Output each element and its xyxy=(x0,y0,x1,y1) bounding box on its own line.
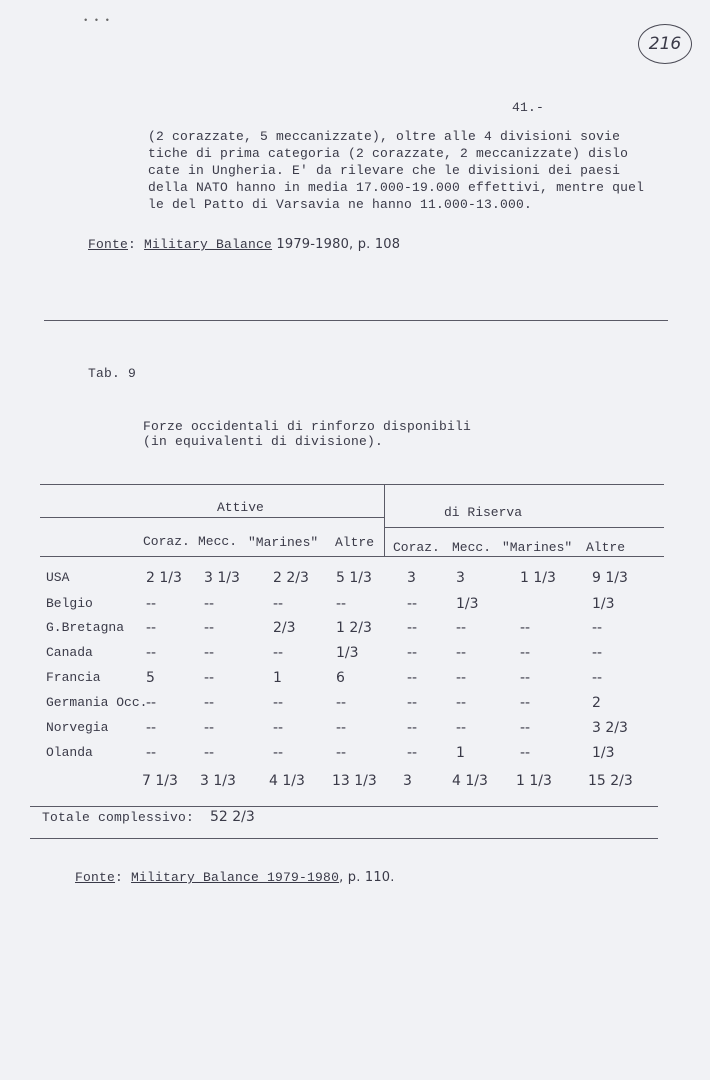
value-cell: -- xyxy=(336,745,347,761)
value-cell: -- xyxy=(592,645,603,661)
value-cell: -- xyxy=(456,645,467,661)
value-cell: -- xyxy=(273,596,284,612)
paragraph-line: le del Patto di Varsavia ne hanno 11.000-13.000. xyxy=(148,197,533,212)
table-title-line: Forze occidentali di rinforzo disponibili xyxy=(143,419,472,434)
total-cell: 1 1/3 xyxy=(516,773,552,789)
value-cell: -- xyxy=(336,720,347,736)
value-cell: -- xyxy=(336,596,347,612)
grand-total-value: 52 2/3 xyxy=(210,809,255,825)
col-header: Coraz. xyxy=(143,534,190,549)
value-cell: 1/3 xyxy=(336,645,359,661)
header-active: Attive xyxy=(217,500,264,515)
value-cell: 1 1/3 xyxy=(520,570,556,586)
value-cell: 1/3 xyxy=(456,596,479,612)
value-cell: 2/3 xyxy=(273,620,296,636)
header-bottom-rule xyxy=(40,556,664,557)
value-cell: 2 2/3 xyxy=(273,570,309,586)
value-cell: -- xyxy=(407,695,418,711)
col-header: Mecc. xyxy=(198,534,238,549)
value-cell: -- xyxy=(456,620,467,636)
source-rest: 1979-1980, p. 108 xyxy=(272,237,401,252)
value-cell: -- xyxy=(520,745,531,761)
total-cell: 7 1/3 xyxy=(142,773,178,789)
col-header: Altre xyxy=(586,540,626,555)
country-cell: G.Bretagna xyxy=(46,620,125,635)
value-cell: 3 xyxy=(456,570,465,586)
value-cell: -- xyxy=(204,596,215,612)
value-cell: -- xyxy=(520,620,531,636)
paragraph-line: cate in Ungheria. E' da rilevare che le divisioni dei paesi xyxy=(148,163,621,178)
source-title: Military Balance 1979-1980 xyxy=(131,870,340,885)
value-cell: -- xyxy=(273,745,284,761)
country-cell: Olanda xyxy=(46,745,93,760)
value-cell: -- xyxy=(146,645,157,661)
value-cell: -- xyxy=(456,695,467,711)
total-cell: 4 1/3 xyxy=(452,773,488,789)
value-cell: 1 xyxy=(456,745,465,761)
value-cell: -- xyxy=(592,620,603,636)
top-dots: • • • xyxy=(83,16,111,26)
col-header: Mecc. xyxy=(452,540,492,555)
total-cell: 13 1/3 xyxy=(332,773,377,789)
value-cell: 3 2/3 xyxy=(592,720,628,736)
value-cell: -- xyxy=(592,670,603,686)
value-cell: -- xyxy=(456,720,467,736)
value-cell: -- xyxy=(520,645,531,661)
value-cell: -- xyxy=(520,695,531,711)
value-cell: -- xyxy=(204,720,215,736)
value-cell: -- xyxy=(407,720,418,736)
col-header: Coraz. xyxy=(393,540,440,555)
value-cell: -- xyxy=(204,670,215,686)
value-cell: -- xyxy=(146,695,157,711)
table-top-rule xyxy=(40,484,664,485)
value-cell: 1/3 xyxy=(592,745,615,761)
reserve-subheader-rule xyxy=(384,527,664,528)
section-divider xyxy=(44,320,668,321)
source-label: Fonte xyxy=(75,870,116,885)
value-cell: -- xyxy=(146,745,157,761)
table-label: Tab. 9 xyxy=(88,366,137,381)
value-cell: 1/3 xyxy=(592,596,615,612)
paragraph-line: tiche di prima categoria (2 corazzate, 2 meccanizzate) dislo xyxy=(148,146,629,161)
total-cell: 3 xyxy=(403,773,412,789)
value-cell: 1 2/3 xyxy=(336,620,372,636)
value-cell: 1 xyxy=(273,670,282,686)
paragraph-line: della NATO hanno in media 17.000-19.000 effettivi, mentre quel xyxy=(148,180,645,195)
value-cell: -- xyxy=(204,745,215,761)
total-cell: 4 1/3 xyxy=(269,773,305,789)
source-note-2: Fonte: Military Balance 1979-1980, p. 110. xyxy=(75,870,395,885)
source-title: Military Balance xyxy=(144,237,273,252)
page-number: 41.- xyxy=(512,100,545,115)
totals-rule xyxy=(30,806,658,807)
col-header: "Marines" xyxy=(502,540,573,555)
value-cell: -- xyxy=(146,720,157,736)
value-cell: -- xyxy=(407,745,418,761)
page-stamp: 216 xyxy=(638,24,692,64)
col-header: "Marines" xyxy=(248,535,319,550)
value-cell: 2 xyxy=(592,695,601,711)
total-cell: 15 2/3 xyxy=(588,773,633,789)
source-note-1: Fonte: Military Balance 1979-1980, p. 108 xyxy=(88,237,401,252)
table-bottom-rule xyxy=(30,838,658,839)
value-cell: -- xyxy=(204,620,215,636)
country-cell: Norvegia xyxy=(46,720,109,735)
country-cell: Canada xyxy=(46,645,93,660)
country-cell: Germania Occ. xyxy=(46,695,148,710)
value-cell: -- xyxy=(407,670,418,686)
country-cell: USA xyxy=(46,570,70,585)
value-cell: 5 xyxy=(146,670,155,686)
value-cell: -- xyxy=(336,695,347,711)
active-subheader-rule xyxy=(40,517,384,518)
country-cell: Belgio xyxy=(46,596,93,611)
value-cell: -- xyxy=(273,645,284,661)
value-cell: -- xyxy=(407,596,418,612)
table-title-line: (in equivalenti di divisione). xyxy=(143,434,384,449)
value-cell: 5 1/3 xyxy=(336,570,372,586)
value-cell: -- xyxy=(407,645,418,661)
col-header: Altre xyxy=(335,535,375,550)
country-cell: Francia xyxy=(46,670,101,685)
value-cell: 6 xyxy=(336,670,345,686)
value-cell: -- xyxy=(456,670,467,686)
total-cell: 3 1/3 xyxy=(200,773,236,789)
value-cell: -- xyxy=(520,720,531,736)
value-cell: -- xyxy=(146,620,157,636)
value-cell: 3 1/3 xyxy=(204,570,240,586)
value-cell: -- xyxy=(146,596,157,612)
value-cell: 9 1/3 xyxy=(592,570,628,586)
group-divider xyxy=(384,484,385,556)
value-cell: -- xyxy=(273,720,284,736)
value-cell: -- xyxy=(520,670,531,686)
header-reserve: di Riserva xyxy=(444,505,523,520)
value-cell: -- xyxy=(407,620,418,636)
value-cell: -- xyxy=(204,645,215,661)
source-label: Fonte xyxy=(88,237,129,252)
value-cell: 2 1/3 xyxy=(146,570,182,586)
value-cell: 3 xyxy=(407,570,416,586)
source-rest: , p. 110. xyxy=(339,870,395,885)
value-cell: -- xyxy=(204,695,215,711)
paragraph-line: (2 corazzate, 5 meccanizzate), oltre alle 4 divisioni sovie xyxy=(148,129,621,144)
grand-total-label: Totale complessivo: xyxy=(42,810,195,825)
value-cell: -- xyxy=(273,695,284,711)
